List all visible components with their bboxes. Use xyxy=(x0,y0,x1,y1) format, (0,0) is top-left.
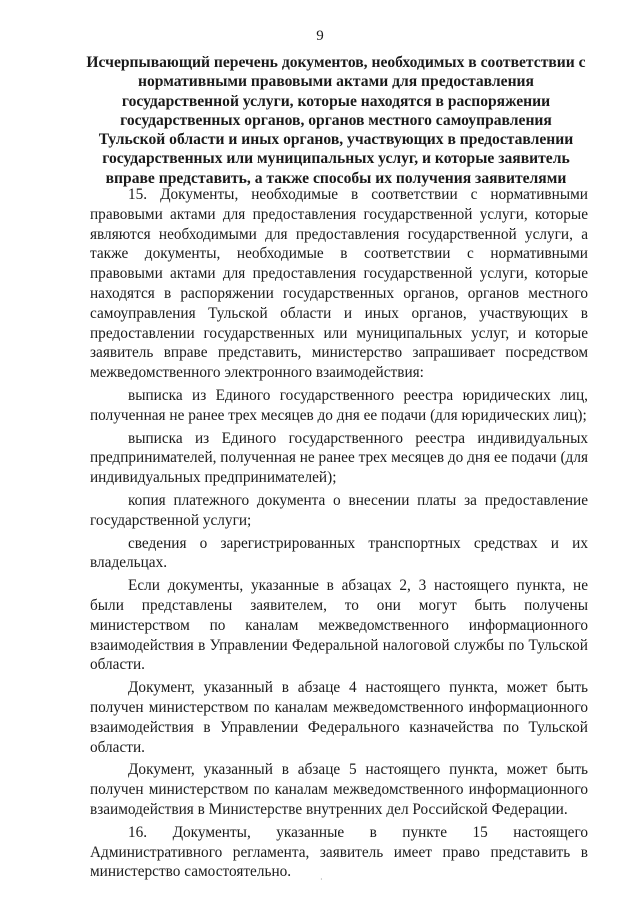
scan-artifact-mark: · xyxy=(320,875,323,884)
paragraph-item-payment: копия платежного документа о внесении платы за предоставление государственной услуги; xyxy=(90,491,588,529)
paragraph-tax-service: Если документы, указанные в абзацах 2, 3 настоящего пункта, не были представлены заявителем, то они могут быть получены министерством по каналам межведомственного информационного взаимодействия в Управлении Федеральной налоговой службы по Тульской области. xyxy=(90,577,588,674)
paragraph-item-vehicles: сведения о зарегистрированных транспортных средствах и их владельцах. xyxy=(90,534,588,572)
paragraph-interior-ministry: Документ, указанный в абзаце 5 настоящего пункта, может быть получен министерством по каналам межведомственного информационного взаимодействия в Министерстве внутренних дел Российской Федерации. xyxy=(90,761,588,818)
paragraph-item-entrepreneurs: выписка из Единого государственного реестра индивидуальных предпринимателей, полученная не ранее трех месяцев до дня ее подачи (для индивидуальных предпринимателей); xyxy=(90,429,588,487)
body-text xyxy=(90,185,588,885)
paragraph-treasury: Документ, указанный в абзаце 4 настоящего пункта, может быть получен министерством по каналам межведомственного информационного взаимодействия в Управлении Федерального казначейства по Тульской области. xyxy=(90,679,588,756)
paragraph-16: 16. Документы, указанные в пункте 15 настоящего Административного регламента, заявитель имеет право представить в министерство самостоятельно. xyxy=(90,823,588,881)
section-heading: Исчерпывающий перечень документов, необходимых в соответствии с нормативными правовыми актами для предоставления государственной услуги, которые находятся в распоряжении государственных органов, органов местного самоуправления Тульской области и иных органов, участвующих в предоставлении государственных или муниципальных услуг, и которые заявитель вправе представить, а также способы их получения заявителями xyxy=(86,54,586,187)
page-number: 9 xyxy=(316,28,324,44)
paragraph-15: 15. Документы, необходимые в соответствии с нормативными правовыми актами для предоставления государственной услуги, которые являются необходимыми для предоставления государственной услуги, а также документы, необходимые в соответствии с нормативными правовыми актами для предоставления государственной услуги, которые находятся в распоряжении государственных органов, органов местного самоуправления Тульской области и иных органов, участвующих в предоставлении государственных или муниципальных услуг, и которые заявитель вправе представить, министерство запрашивает посредством межведомственного электронного взаимодействия: xyxy=(90,186,588,382)
paragraph-item-legal-entities: выписка из Единого государственного реестра юридических лиц, полученная не ранее трех месяцев до дня ее подачи (для юридических лиц); xyxy=(90,386,588,424)
